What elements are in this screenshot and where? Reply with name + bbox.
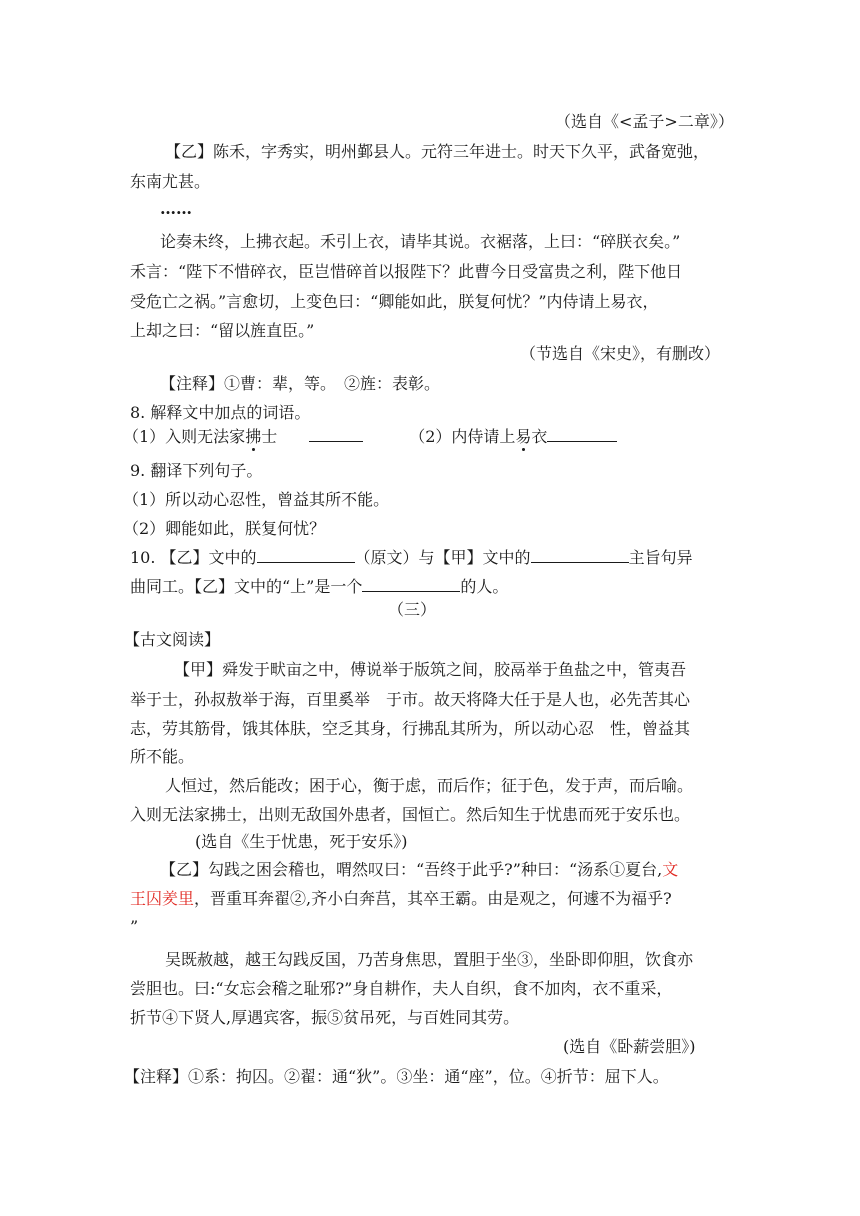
q8-answer-blank-1[interactable] <box>309 427 363 442</box>
yi-line-3: 论奏未终，上拂衣起。禾引上衣，请毕其说。衣裾落，上曰：“碎朕衣矣。” <box>160 232 681 251</box>
q9-item-2: （2）卿能如此，朕复何忧？ <box>123 519 326 538</box>
q9-title: 9. 翻译下列句子。 <box>130 461 263 480</box>
notes-1: 【注释】①曹：辈，等。 ②旌：表彰。 <box>160 374 441 393</box>
yi2-line-4: 吴既赦越，越王勾践反国，乃苦身焦思，置胆于坐③，坐卧即仰胆，饮食亦 <box>165 950 694 969</box>
q10-blank-2[interactable] <box>531 548 629 563</box>
yi2-line-3: ” <box>130 917 139 936</box>
q10-line-2 <box>130 576 508 598</box>
yi2-line-1-highlight: 文 <box>662 860 679 879</box>
q10-part-1: 10. 【乙】文中的 <box>130 548 257 567</box>
notes-2: 【注释】①系：拘囚。②翟：通“狄”。③坐：通“座”，位。④折节：屈下人。 <box>124 1067 669 1086</box>
jia-source: （选自《<孟子>二章》） <box>555 112 734 131</box>
q8-answer-blank-2[interactable] <box>547 427 617 442</box>
q8-item1-dot-word: 拂 <box>245 427 262 446</box>
yi-line-6: 上却之曰：“留以旌直臣。” <box>130 321 315 340</box>
q8-item1-post: 士 <box>261 427 278 446</box>
yi2-source: (选自《卧薪尝胆》) <box>563 1037 696 1056</box>
section-3-label: 【古文阅读】 <box>124 630 221 649</box>
yi2-line-2-text: ，晋重耳奔翟②,齐小白奔莒，其卒王霸。由是观之，何遽不为福乎? <box>194 889 672 908</box>
jia-line-5: 人恒过，然后能改；困于心，衡于虑，而后作；征于色，发于声，而后喻。 <box>165 776 694 795</box>
jia-source-2: (选自《生于忧患，死于安乐》) <box>195 832 408 851</box>
yi2-line-2 <box>130 888 672 910</box>
q10-part-3: 主旨句异 <box>628 548 693 567</box>
yi-line-2: 东南尤甚。 <box>130 172 211 191</box>
yi-line-5: 受危亡之祸。”言愈切，上变色曰：“卿能如此，朕复何忧？”内侍请上易衣， <box>130 292 659 311</box>
jia-line-3: 志，劳其筋骨，饿其体肤，空乏其身，行拂乱其所为，所以动心忍 性，曾益其 <box>130 719 691 738</box>
jia-line-1: 【甲】舜发于畎亩之中，傅说举于版筑之间，胶鬲举于鱼盐之中，管夷吾 <box>174 660 687 679</box>
yi2-line-6: 折节④下贤人,厚遇宾客，振⑤贫吊死，与百姓同其劳。 <box>130 1008 520 1027</box>
yi2-line-1 <box>160 859 678 881</box>
yi2-line-5: 尝胆也。曰:“女忘会稽之耻邪?”身自耕作，夫人自织，食不加肉，衣不重采， <box>130 979 673 998</box>
yi2-line-1-text: 【乙】勾践之困会稽也，喟然叹曰：“吾终于此乎?”种曰：“汤系①夏台, <box>160 860 663 879</box>
q8-items <box>123 426 617 448</box>
q9-item-1: （1）所以动心忍性，曾益其所不能。 <box>123 490 390 509</box>
yi-source: （节选自《宋史》，有删改） <box>520 344 721 363</box>
ellipsis: …… <box>160 199 192 218</box>
q10-blank-1[interactable] <box>257 548 355 563</box>
section-3-heading: （三） <box>388 600 437 619</box>
yi-line-4: 禾言：“陛下不惜碎衣，臣岂惜碎首以报陛下？此曹今日受富贵之利，陛下他日 <box>130 262 683 281</box>
jia-line-2: 举于士，孙叔敖举于海，百里奚举 于市。故天将降大任于是人也，必先苦其心 <box>130 690 691 709</box>
jia-line-4: 所不能。 <box>130 747 195 766</box>
yi2-line-2-highlight: 王囚羑里 <box>130 889 195 908</box>
yi-line-1: 【乙】陈禾，字秀实，明州鄞县人。元符三年进士。时天下久平，武备宽弛， <box>165 142 710 161</box>
q8-item1-pre: （1）入则无法家 <box>123 427 246 446</box>
q10-blank-3[interactable] <box>362 577 460 592</box>
q10-part-4: 曲同工。【乙】文中的“上”是一个 <box>130 577 363 596</box>
q8-item2-dot-word: 易 <box>515 427 532 446</box>
q10-part-2: （原文）与【甲】文中的 <box>354 548 531 567</box>
q10-part-5: 的人。 <box>460 577 509 596</box>
q8-title: 8. 解释文中加点的词语。 <box>130 403 311 422</box>
q8-item2-post: 衣 <box>531 427 548 446</box>
q8-item2-pre: （2）内侍请上 <box>409 427 516 446</box>
jia-line-6: 入则无法家拂士，出则无敌国外患者，国恒亡。然后知生于忧患而死于安乐也。 <box>130 805 691 824</box>
q10-line-1 <box>130 547 693 569</box>
